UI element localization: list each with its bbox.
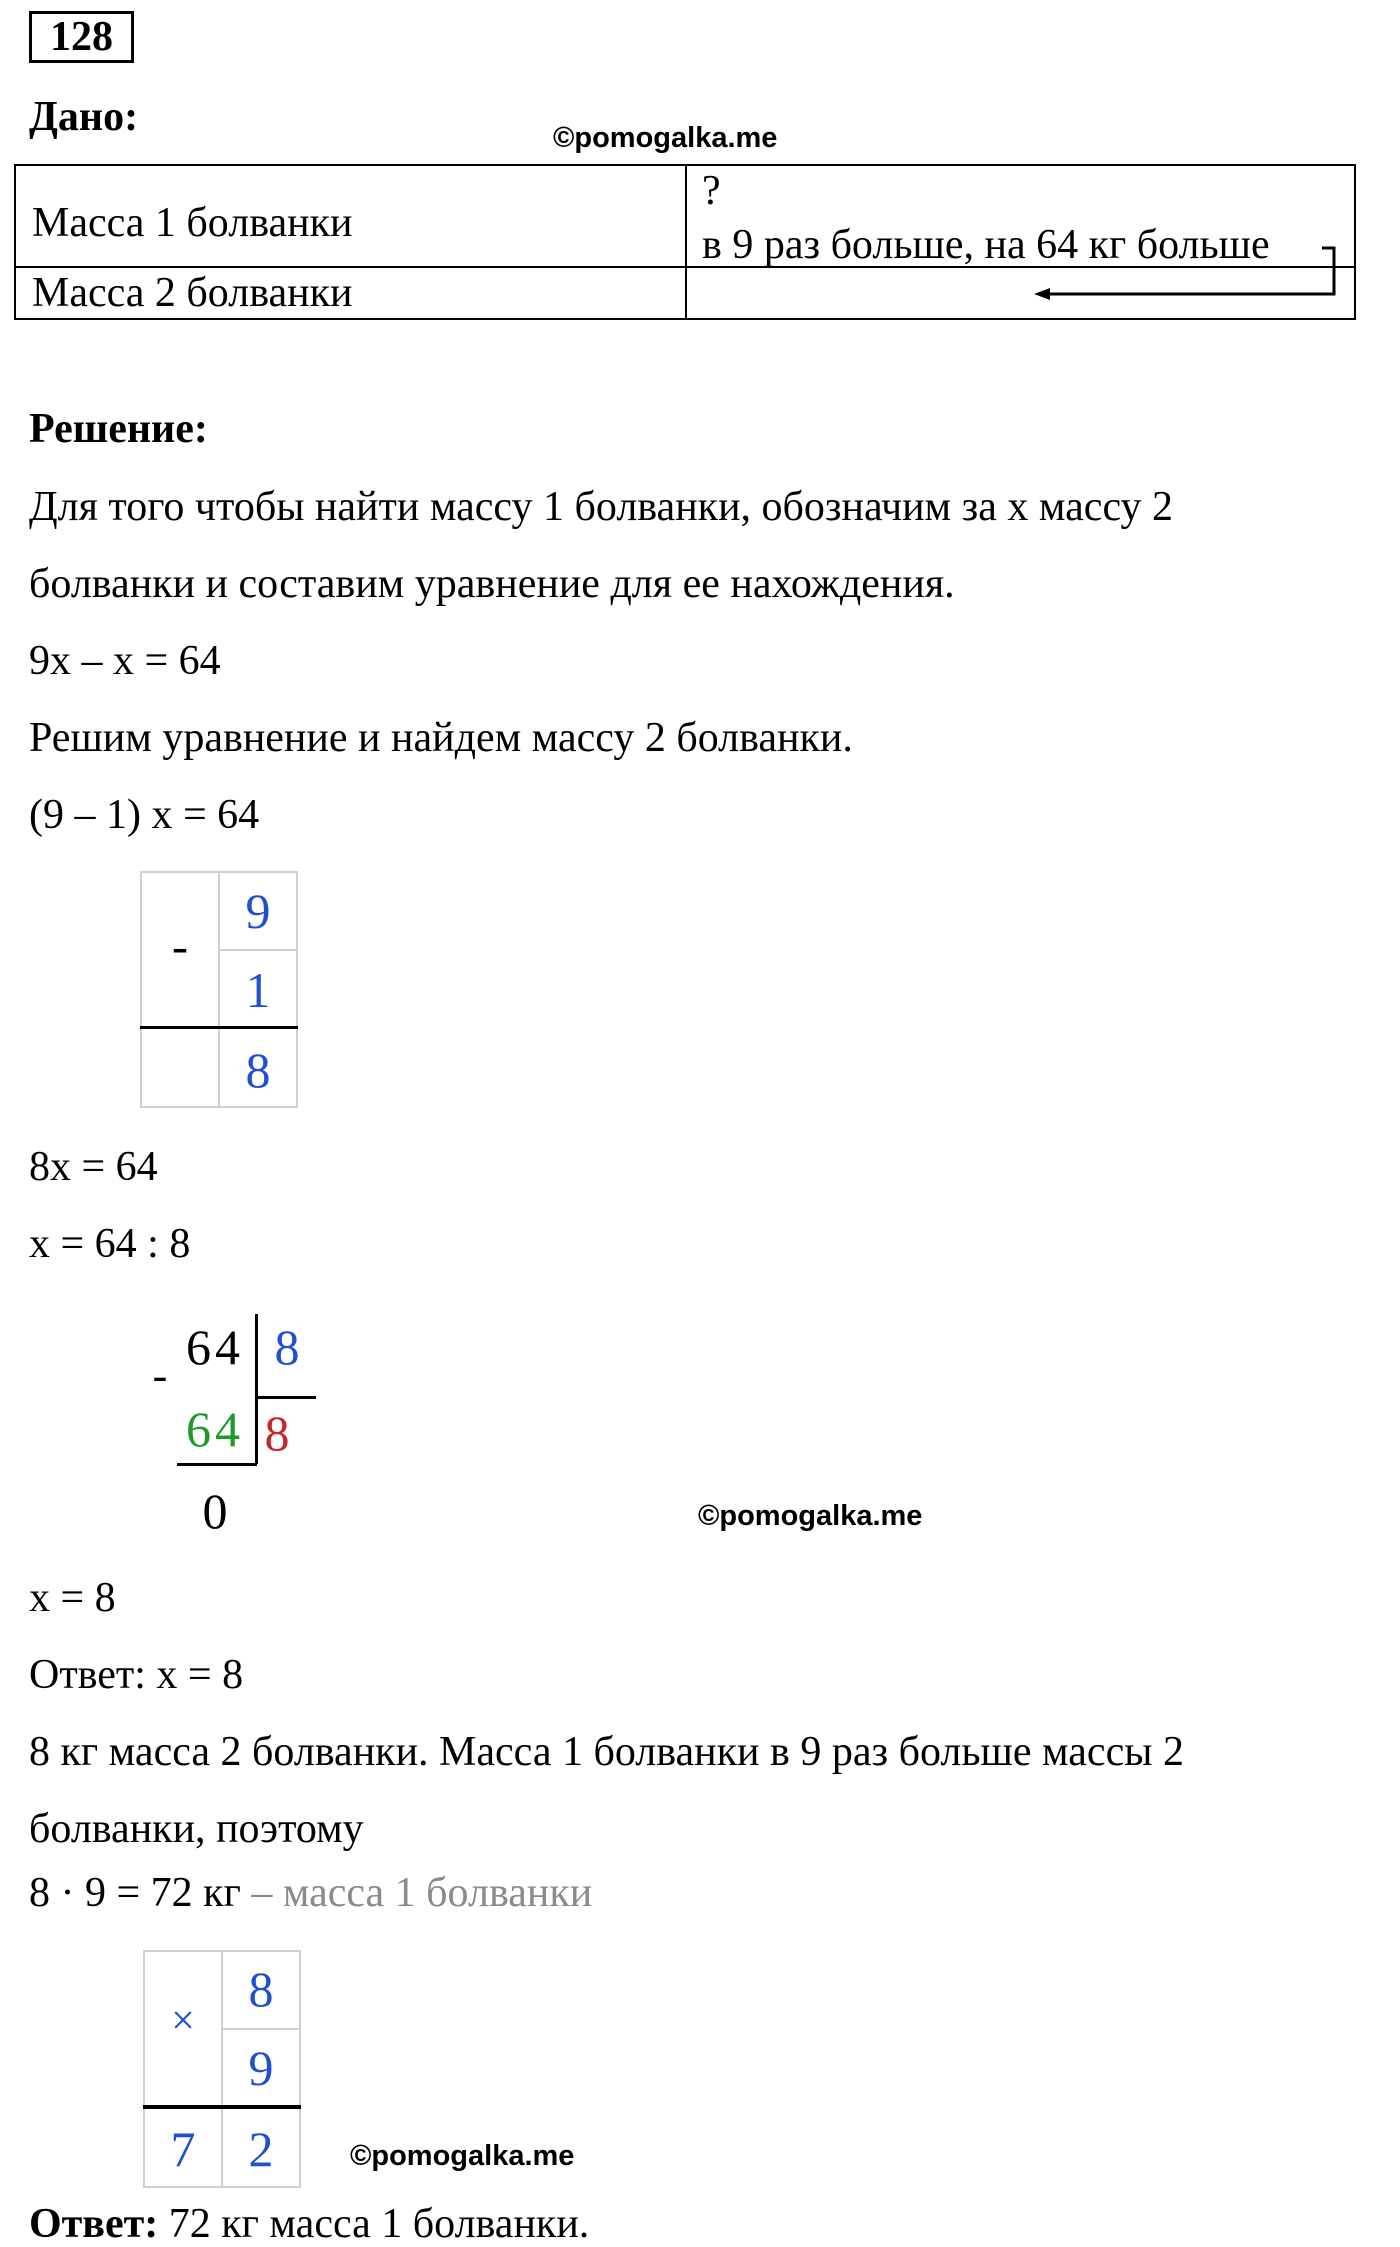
multiplicand-digit: 8 bbox=[248, 1961, 274, 2017]
remainder: 0 bbox=[202, 1483, 228, 1539]
equation: (9 – 1) x = 64 bbox=[29, 792, 260, 838]
column-multiplication bbox=[143, 1950, 303, 2188]
row1-label: Масса 1 болванки bbox=[32, 200, 353, 246]
dividend: 64 bbox=[186, 1319, 244, 1375]
task-number: 128 bbox=[29, 11, 134, 63]
equation: 8x = 64 bbox=[29, 1144, 158, 1190]
minus-sign: - bbox=[152, 1351, 168, 1400]
expression-note: – масса 1 болванки bbox=[240, 1870, 593, 1916]
subtraction-line bbox=[140, 1026, 298, 1029]
divisor: 8 bbox=[274, 1319, 300, 1375]
relation-arrow bbox=[16, 166, 1354, 318]
solution-text-line: Решим уравнение и найдем массу 2 болванки. bbox=[29, 715, 853, 761]
watermark: ©pomogalka.me bbox=[350, 2140, 575, 2172]
minuend-digit: 9 bbox=[245, 883, 271, 939]
equation bbox=[29, 1872, 592, 1914]
watermark: ©pomogalka.me bbox=[553, 122, 778, 154]
answer-x: Ответ: x = 8 bbox=[29, 1652, 244, 1698]
column-subtraction bbox=[140, 871, 300, 1108]
multiply-sign: × bbox=[171, 1998, 195, 2044]
row1-question-mark: ? bbox=[702, 168, 721, 214]
long-division bbox=[145, 1310, 325, 1550]
solution-text-line: Для того чтобы найти массу 1 болванки, обозначим за x массу 2 bbox=[29, 484, 1174, 530]
final-answer-text: 72 кг масса 1 болванки. bbox=[158, 2201, 590, 2247]
given-heading: Дано: bbox=[29, 94, 139, 140]
solution-text-line: болванки, поэтому bbox=[29, 1806, 364, 1852]
final-answer-label: Ответ: bbox=[29, 2201, 159, 2247]
subtracted-value: 64 bbox=[186, 1401, 244, 1457]
solution-text-line: болванки и составим уравнение для ее нахождения. bbox=[29, 561, 955, 607]
equation: x = 64 : 8 bbox=[29, 1221, 191, 1267]
subtraction-line bbox=[177, 1463, 257, 1466]
multiplication-line bbox=[143, 2105, 301, 2109]
multiplier-digit: 9 bbox=[248, 2040, 274, 2096]
watermark: ©pomogalka.me bbox=[698, 1500, 923, 1532]
equation: x = 8 bbox=[29, 1575, 116, 1621]
multiplication-expression: 8 · 9 = 72 кг bbox=[29, 1870, 241, 1916]
product-units-digit: 2 bbox=[248, 2121, 274, 2177]
difference-digit: 8 bbox=[245, 1042, 271, 1098]
given-table bbox=[14, 164, 1356, 320]
solution-text-line: 8 кг масса 2 болванки. Масса 1 болванки в 9 раз больше массы 2 bbox=[29, 1729, 1184, 1775]
quotient: 8 bbox=[264, 1405, 290, 1461]
divisor-underline bbox=[256, 1396, 316, 1399]
solution-heading: Решение: bbox=[29, 406, 208, 452]
row1-value-text: в 9 раз больше, на 64 кг больше bbox=[702, 222, 1270, 268]
minus-sign: - bbox=[172, 920, 188, 973]
final-answer bbox=[29, 2203, 589, 2245]
equation: 9x – x = 64 bbox=[29, 638, 221, 684]
row2-label: Масса 2 болванки bbox=[32, 270, 353, 316]
subtrahend-digit: 1 bbox=[245, 962, 271, 1018]
product-tens-digit: 7 bbox=[170, 2121, 196, 2177]
